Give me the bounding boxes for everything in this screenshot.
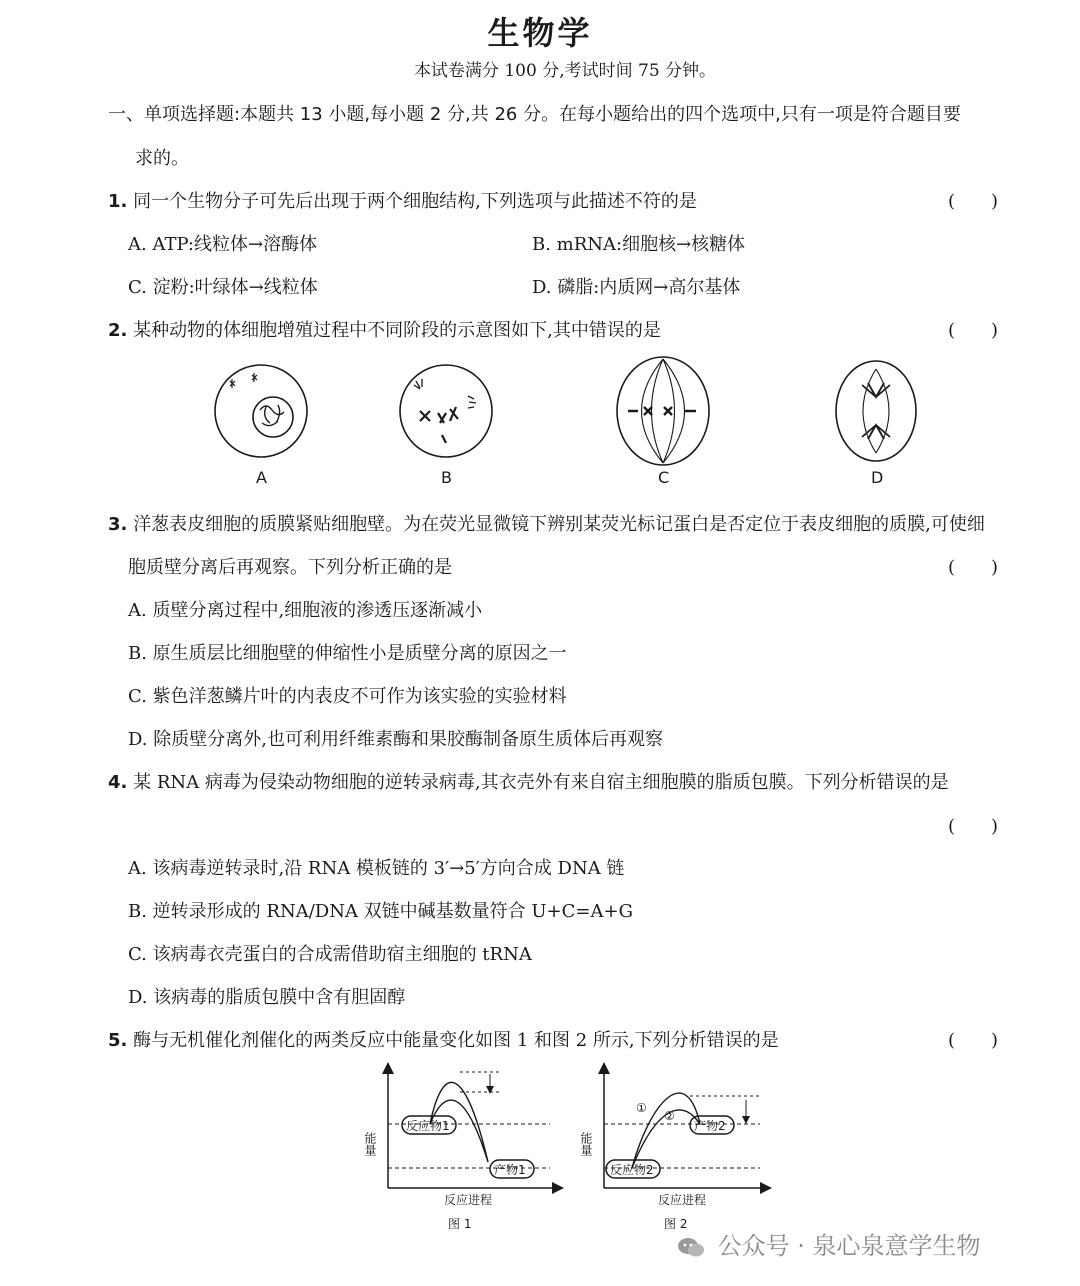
option-b: B. 逆转录形成的 RNA/DNA 双链中碱基数量符合 U+C=A+G	[128, 901, 633, 922]
fig1-ylabel: 能量	[363, 1132, 377, 1156]
option-c: C. 紫色洋葱鳞片叶的内表皮不可作为该实验的实验材料	[128, 686, 567, 707]
question-5	[108, 1026, 779, 1052]
watermark-text: 公众号 · 泉心泉意学生物	[717, 1232, 981, 1260]
question-1	[108, 187, 697, 213]
fig2-caption: 图 2	[664, 1217, 688, 1231]
cell-d-diagram	[836, 361, 916, 461]
answer-bracket: ( )	[948, 320, 999, 341]
option-c: C. 淀粉:叶绿体→线粒体	[128, 277, 318, 298]
fig1-product-label: 产物1	[494, 1163, 526, 1177]
option-a: A. ATP:线粒体→溶酶体	[128, 234, 318, 255]
figure-label-a: A	[256, 468, 267, 487]
figure-label-b: B	[441, 468, 452, 487]
answer-bracket: ( )	[948, 191, 999, 212]
section-heading: 一、单项选择题:本题共 13 小题,每小题 2 分,共 26 分。在每小题给出的四个选项中,只有一项是符合题目要	[108, 104, 961, 125]
cell-a-diagram	[215, 365, 307, 457]
option-b: B. 原生质层比细胞壁的伸缩性小是质壁分离的原因之一	[128, 643, 567, 664]
question-stem: 洋葱表皮细胞的质膜紧贴细胞壁。为在荧光显微镜下辨别某荧光标记蛋白是否定位于表皮细胞的质膜,可使细	[133, 514, 985, 535]
question-stem: 酶与无机催化剂催化的两类反应中能量变化如图 1 和图 2 所示,下列分析错误的是	[133, 1030, 779, 1051]
option-d: D. 除质壁分离外,也可利用纤维素酶和果胶酶制备原生质体后再观察	[128, 729, 663, 750]
question-3-stem-cont: 胞质壁分离后再观察。下列分析正确的是	[128, 557, 452, 578]
cell-division-figure	[200, 355, 930, 490]
question-number: 5.	[108, 1030, 128, 1051]
watermark	[676, 1226, 981, 1261]
fig2-product-label: 产物2	[694, 1119, 726, 1133]
figure-label-d: D	[871, 468, 884, 487]
answer-bracket: ( )	[948, 816, 999, 837]
question-number: 3.	[108, 514, 128, 535]
option-b: B. mRNA:细胞核→核糖体	[532, 234, 746, 255]
answer-bracket: ( )	[948, 557, 999, 578]
cell-b-diagram	[400, 365, 492, 457]
section-heading-cont: 求的。	[135, 148, 189, 169]
option-d: D. 磷脂:内质网→高尔基体	[532, 277, 741, 298]
question-number: 2.	[108, 320, 128, 341]
option-a: A. 该病毒逆转录时,沿 RNA 模板链的 3′→5′方向合成 DNA 链	[128, 858, 625, 879]
question-stem: 同一个生物分子可先后出现于两个细胞结构,下列选项与此描述不符的是	[133, 191, 697, 212]
page-title: 生物学	[487, 14, 593, 52]
question-2	[108, 316, 661, 342]
fig2-xlabel: 反应进程	[658, 1193, 707, 1207]
question-number: 4.	[108, 772, 128, 793]
fig1-xlabel: 反应进程	[444, 1193, 493, 1207]
option-c: C. 该病毒衣壳蛋白的合成需借助宿主细胞的 tRNA	[128, 944, 532, 965]
fig1-caption: 图 1	[448, 1217, 472, 1231]
cell-c-diagram	[617, 357, 709, 465]
question-stem: 某种动物的体细胞增殖过程中不同阶段的示意图如下,其中错误的是	[133, 320, 661, 341]
question-number: 1.	[108, 191, 128, 212]
exam-info: 本试卷满分 100 分,考试时间 75 分钟。	[413, 61, 717, 81]
fig2-ylabel: 能量	[579, 1132, 593, 1156]
fig2-curve2-label: ②	[664, 1109, 675, 1123]
option-a: A. 质壁分离过程中,细胞液的渗透压逐渐减小	[128, 600, 483, 621]
figure-label-c: C	[658, 468, 670, 487]
fig1-reactant-label: 反应物1	[406, 1119, 450, 1133]
option-d: D. 该病毒的脂质包膜中含有胆固醇	[128, 987, 406, 1008]
fig2-curve1-label: ①	[636, 1101, 647, 1115]
answer-bracket: ( )	[948, 1030, 999, 1051]
question-stem: 某 RNA 病毒为侵染动物细胞的逆转录病毒,其衣壳外有来自宿主细胞膜的脂质包膜。下列分析错误的是	[133, 772, 949, 793]
fig2-reactant-label: 反应物2	[610, 1163, 654, 1177]
question-4	[108, 768, 949, 794]
energy-figures	[360, 1062, 780, 1242]
question-3	[108, 510, 985, 536]
wechat-icon	[676, 1235, 706, 1259]
